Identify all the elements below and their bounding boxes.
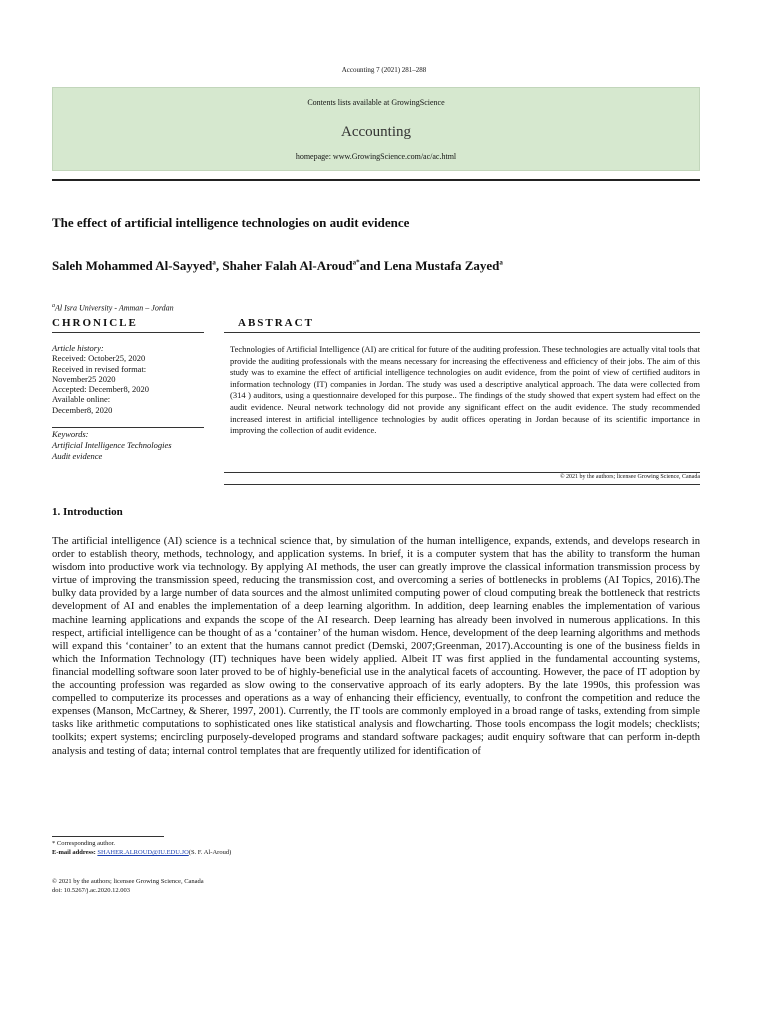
keyword-item: Artificial Intelligence Technologies xyxy=(52,440,172,450)
email-link[interactable]: SHAHER.ALROUD@IU.EDU.JO xyxy=(97,849,189,856)
author-list xyxy=(52,258,503,274)
keywords-block xyxy=(52,429,212,462)
email-label: E-mail address: xyxy=(52,849,98,856)
history-label: Article history: xyxy=(52,343,104,353)
affiliation-text: Al Isra University - Amman – Jordan xyxy=(55,303,174,313)
introduction-body: The artificial intelligence (AI) science is a technical science that, by simulation of the human intelligence, expands, extends, and develops research in order to establish theory, methods, technology, and application systems. In brief, it is a computer system that has the ability to transform the human wisdom into productive work via technology. By applying AI methods, the user can greatly improve the classical information transmission process by virtue of improving the transmission speed, reducing the transmission cost, and overcoming a series of bottlenecks in problems (AI Topics, 2016).The bulky data provided by a large number of data sources and the almost unlimited computing power of cloud computing break the bottleneck that restricts development of AI and enables the implementation of a deep learning algorithm. In addition, deep learning enables the implementation of various machine learning applications and expands the scope of the AI research. Deep learning has already been involved in numerous applications. In this respect, artificial intelligence can be thought of as a ‘container’ of the human wisdom. Hence, development of the deep learning algorithms and methods will expand this ‘container’ to an extent that the humans cannot predict (Demski, 2007;Greenman, 2017).Accounting is one of the business fields in which the Information Technology (IT) techniques have been widely applied. Albeit IT was first applied in the fundamental accounting systems, financial modelling software soon later proved to be of highly-beneficial use in the analytical facets of accounting. However, the pace of IT adoption by the accounting profession was regarded as slow owing to the conservative approach of its early adopters. By the late 1990s, this profession was compelled to computerize its processes and operations as a way of enhancing their efficiency, eventually, to confront the competition and reduce the expenses (Manson, McCartney, & Sherer, 1997, 2001). Currently, the IT tools are commonly employed in a broad range of tasks, extending from simple tasks like arithmetic computations to sophisticated ones like statistical analysis and flowcharting. Those tools encompass the logit models; checklists; toolkits; expert systems; encircling purposely-developed programs and standard software packages; audit enquiry software that can perform in-depth analysis and testing of data; internal control templates that are frequently utilized for identification of xyxy=(52,536,700,757)
author-name: , Shaher Falah Al-Aroud xyxy=(215,258,353,273)
corresponding-author-note: * Corresponding author. xyxy=(52,840,116,847)
author-affil-mark: a xyxy=(212,258,216,267)
doi[interactable]: doi: 10.5267/j.ac.2020.12.003 xyxy=(52,887,130,894)
copyright-notice: © 2021 by the authors; licensee Growing Science, Canada xyxy=(52,878,204,885)
author-name: and Lena Mustafa Zayed xyxy=(359,258,500,273)
article-history xyxy=(52,343,204,415)
footnote-divider xyxy=(52,836,164,837)
journal-banner xyxy=(52,87,700,171)
journal-name: Accounting xyxy=(341,124,411,140)
author-affil-mark: a xyxy=(499,258,503,267)
received-date: Received: October25, 2020 xyxy=(52,353,146,364)
online-label: Available online: xyxy=(52,394,111,405)
affil-mark: a xyxy=(52,303,55,309)
accepted-date: Accepted: December8, 2020 xyxy=(52,384,149,395)
chronicle-rule xyxy=(52,332,204,333)
abstract-heading: ABSTRACT xyxy=(238,317,314,329)
keywords-rule xyxy=(52,427,204,428)
email-footnote xyxy=(52,849,231,856)
email-suffix: (S. F. Al-Aroud) xyxy=(188,849,232,856)
keyword-item: Audit evidence xyxy=(52,451,103,461)
revised-label: Received in revised format: xyxy=(52,363,147,374)
abstract-text: Technologies of Artificial Intelligence (AI) are critical for future of the auditing profession. These technologies are actually vital tools that provide the auditing professionals with the means necessary for increasing the effectiveness and efficiency of their jobs. The aim of this study was to examine the effect of artificial intelligence technologies on audit evidence, from the point of view of certified auditors in information technology (IT) companies in Jordan. The study was used a descriptive analytical approach. The data were collected from (314 ) auditors, using a questionnaire developed for this purpose.. The findings of the study showed that expert system had effect on the audit evidence. Neural network technology did not provide any significant effect on the audit evidence. The study recommended increased interest in artificial intelligence technologies by audit offices operating in Jordan because of its scientific importance in improving the collection of audit evidence. xyxy=(230,344,700,436)
journal-homepage[interactable]: homepage: www.GrowingScience.com/ac/ac.html xyxy=(295,152,457,161)
chronicle-heading: CHRONICLE xyxy=(52,317,138,329)
affiliation xyxy=(52,303,174,313)
contents-line: Contents lists available at GrowingScience xyxy=(307,98,445,107)
introduction-heading: 1. Introduction xyxy=(52,506,123,518)
abstract-rule xyxy=(224,332,700,333)
online-date: December8, 2020 xyxy=(52,404,113,415)
abstract-end-rule xyxy=(224,484,700,485)
article-title: The effect of artificial intelligence technologies on audit evidence xyxy=(52,215,410,230)
author-affil-mark: a* xyxy=(352,258,360,267)
abstract-bottom-rule xyxy=(224,472,700,473)
abstract-copyright: © 2021 by the authors; licensee Growing Science, Canada xyxy=(559,474,700,480)
journal-citation: Accounting 7 (2021) 281–288 xyxy=(341,66,427,74)
keywords-label: Keywords: xyxy=(52,429,89,439)
author-name: Saleh Mohammed Al-Sayyed xyxy=(52,258,213,273)
header-divider xyxy=(52,179,700,181)
revised-date: November25 2020 xyxy=(52,373,116,384)
